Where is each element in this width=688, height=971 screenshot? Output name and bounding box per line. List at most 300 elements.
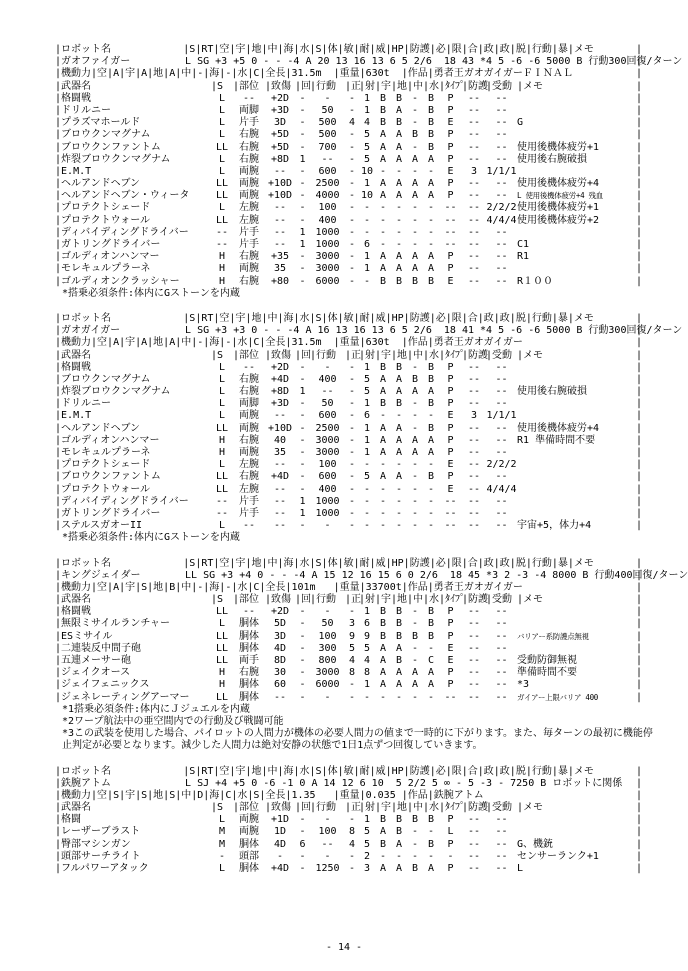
mobility-row: | 機動力|空|A|宇|S|地|B|中|-|海|-|水|C|全長|101m |重量|33700t|作品|勇者王ガオガイガー | <box>55 582 642 594</box>
robot-stats: L SJ +4 +5 0 -6 -1 0 A 14 12 6 10 5 2/2 5 ∞ - 5 -3 - 7250 B ロボットに関係 <box>185 777 623 789</box>
robot-name: ガオガイガー <box>61 325 121 337</box>
weapon-stat-cell: - <box>396 691 403 703</box>
weapon-stat-cell: 6000 <box>315 275 340 287</box>
weapon-stat-cell: - <box>299 251 306 263</box>
weapon-stat-cell: - <box>299 275 306 287</box>
weapon-stat-cell: - <box>324 361 331 373</box>
weapon-stat-cell: 2/2/2 <box>486 202 517 214</box>
weapon-row <box>55 606 642 618</box>
weapon-stat-cell: - <box>428 410 435 422</box>
weapon-stat-cell: +80 <box>271 275 290 287</box>
weapon-stat-cell: -- <box>274 520 287 532</box>
weapon-stat-cell: - <box>324 691 331 703</box>
weapon-row <box>55 435 642 447</box>
weapon-stat-cell: -- <box>468 422 481 434</box>
weapon-header-cell: |メモ <box>517 802 544 814</box>
section-spacer <box>55 753 642 766</box>
weapon-stat-cell: 1250 <box>315 863 340 874</box>
weapon-stat-cell: A <box>396 153 403 165</box>
weapon-stat-cell: -- <box>468 92 481 104</box>
weapon-stat-cell: 1000 <box>315 239 340 250</box>
weapon-stat-cell: A <box>396 471 403 483</box>
weapon-stat-cell: P <box>447 263 454 275</box>
weapon-stat-cell: B <box>396 655 403 666</box>
weapon-stat-cell: - <box>299 422 306 434</box>
weapon-stat-cell: -- <box>495 178 508 190</box>
weapon-stat-cell: A <box>396 141 403 153</box>
weapon-name-cell: | ブロウクンマグナム <box>61 129 151 141</box>
weapon-stat-cell: - <box>412 850 419 862</box>
weapon-stat-cell: 500 <box>318 117 337 129</box>
robot-data-document <box>55 44 688 888</box>
weapon-stat-cell: +35 <box>271 251 290 263</box>
weapon-name-cell: | プロテクトシェード <box>61 459 151 471</box>
weapon-stat-cell: 左腕 <box>239 459 260 471</box>
weapon-stat-cell: -- <box>468 618 481 630</box>
weapon-stat-cell: A <box>428 263 435 275</box>
weapon-stat-cell: - <box>349 679 356 691</box>
weapon-memo-cell: 使用後右腕破損 <box>517 153 588 165</box>
weapon-stat-cell: A <box>396 263 403 275</box>
weapon-stat-cell: -- <box>468 239 481 250</box>
weapon-memo-cell: C1 <box>517 239 530 250</box>
weapon-stat-cell: -- <box>495 606 508 618</box>
weapon-stat-cell: -- <box>495 104 508 116</box>
weapon-memo-cell <box>517 93 642 105</box>
weapon-stat-cell: 35 <box>274 447 287 458</box>
weapon-stat-cell: -- <box>444 691 457 703</box>
weapon-stat-cell: -- <box>495 447 508 458</box>
weapon-stat-cell: - <box>412 606 419 618</box>
weapon-stat-cell: A <box>380 153 387 165</box>
weapon-stat-cell: - <box>412 826 419 838</box>
weapon-stat-cell: 両腕 <box>239 178 260 190</box>
weapon-stat-cell: 1 <box>299 239 306 250</box>
weapon-stat-cell: -- <box>495 434 508 446</box>
weapon-row <box>55 105 642 117</box>
weapon-header-cell: |宇 <box>375 802 392 814</box>
robot-stat-row <box>55 56 683 68</box>
weapon-stat-cell: 3000 <box>315 447 340 458</box>
weapon-stat-cell: - <box>380 165 387 177</box>
weapon-stat-cell: - <box>349 226 356 238</box>
weapon-stat-cell: 4 <box>349 838 356 850</box>
robot-name: 鉄腕アトム <box>61 777 112 789</box>
weapon-stat-cell: -- <box>216 495 229 507</box>
weapon-row <box>55 459 642 471</box>
weapon-stat-cell: - <box>349 814 356 826</box>
weapon-header-cell: |部位 <box>233 594 260 606</box>
weapon-stat-cell: A <box>396 863 403 874</box>
weapon-stat-cell: -- <box>495 826 508 838</box>
weapon-stat-cell: B <box>428 814 435 826</box>
weapon-header-cell: |正 <box>345 80 362 92</box>
weapon-stat-cell: LL <box>216 655 229 666</box>
weapon-stat-cell: -- <box>495 863 508 874</box>
weapon-stat-cell: -- <box>243 520 256 532</box>
weapon-stat-cell: 4D <box>274 642 287 654</box>
weapon-stat-cell: - <box>428 850 435 862</box>
weapon-stat-cell: +1D <box>271 814 290 826</box>
weapon-stat-cell: -- <box>468 214 481 226</box>
weapon-header-cell: |S <box>211 802 224 814</box>
weapon-stat-cell: - <box>428 642 435 654</box>
weapon-stat-cell: - <box>396 239 403 250</box>
weapon-stat-cell: +2D <box>271 606 290 618</box>
weapon-stat-cell: -- <box>468 202 481 214</box>
weapon-stat-cell: B <box>396 398 403 410</box>
weapon-stat-cell: - <box>299 483 306 495</box>
weapon-stat-cell: - <box>299 104 306 116</box>
weapon-stat-cell: 5 <box>364 838 371 850</box>
robot-stat-row <box>55 325 683 337</box>
weapon-stat-cell: E <box>447 410 454 422</box>
weapon-row <box>55 251 642 263</box>
weapon-stat-cell: - <box>364 459 371 471</box>
weapon-stat-cell: P <box>447 679 454 691</box>
weapon-stat-cell: 3 <box>349 618 356 630</box>
weapon-stat-cell: - <box>299 214 306 226</box>
weapon-stat-cell: 右腕 <box>239 386 260 398</box>
weapon-stat-cell: -- <box>495 373 508 385</box>
weapon-header-cell: |回 <box>295 349 312 361</box>
weapon-stat-cell: 左腕 <box>239 483 260 495</box>
weapon-stat-cell: E <box>447 165 454 177</box>
weapon-stat-cell: - <box>412 361 419 373</box>
weapon-stat-cell: L <box>219 373 226 385</box>
weapon-stat-cell: - <box>299 202 306 214</box>
section-note: *搭乗必須条件:体内にGストーンを内蔵 <box>62 287 240 299</box>
weapon-stat-cell: A <box>412 263 419 275</box>
weapon-stat-cell: - <box>299 459 306 471</box>
weapon-stat-cell: A <box>380 447 387 458</box>
weapon-stat-cell: 4/4/4 <box>486 483 517 495</box>
weapon-stat-cell: A <box>396 679 403 691</box>
weapon-stat-cell: 右腕 <box>239 667 260 679</box>
weapon-stat-cell: 胴体 <box>239 691 260 703</box>
weapon-stat-cell: -- <box>468 361 481 373</box>
weapon-memo-cell: 受動防御無視 <box>517 655 578 666</box>
weapon-row <box>55 655 642 667</box>
weapon-row <box>55 692 642 704</box>
weapon-stat-cell: 2 <box>364 850 371 862</box>
weapon-stat-cell: - <box>299 630 306 642</box>
weapon-memo-cell <box>517 814 642 826</box>
weapon-stat-cell: +4D <box>271 373 290 385</box>
weapon-stat-cell: - <box>412 214 419 226</box>
weapon-stat-cell: - <box>412 239 419 250</box>
weapon-stat-cell: - <box>299 520 306 532</box>
weapon-stat-cell: -- <box>468 434 481 446</box>
weapon-header-cell: |メモ <box>517 80 544 92</box>
weapon-memo-cell: 準備時間不要 <box>517 667 578 679</box>
weapon-memo-cell: 使用後右腕破損 <box>517 386 588 398</box>
weapon-stat-cell: - <box>380 691 387 703</box>
weapon-stat-cell: - <box>299 178 306 190</box>
weapon-stat-cell: - <box>349 251 356 263</box>
weapon-stat-cell: - <box>277 850 284 862</box>
weapon-row <box>55 142 642 154</box>
weapon-stat-cell: - <box>299 129 306 141</box>
weapon-stat-cell: -- <box>444 226 457 238</box>
weapon-table-header-row <box>55 350 642 362</box>
weapon-stat-cell: -- <box>216 507 229 519</box>
weapon-row <box>55 190 642 202</box>
weapon-header-cell: |正 <box>345 802 362 814</box>
weapon-stat-cell: 1 <box>364 104 371 116</box>
weapon-stat-cell: 両腕 <box>239 263 260 275</box>
weapon-name-cell: | プラズマホールド <box>61 117 141 129</box>
weapon-stat-cell: 両腕 <box>239 826 260 838</box>
weapon-row <box>55 826 642 838</box>
weapon-stat-cell: LL <box>216 422 229 434</box>
weapon-memo-cell: 使用後機体疲労+4 <box>517 422 600 434</box>
weapon-stat-cell: - <box>412 202 419 214</box>
weapon-stat-cell: B <box>428 104 435 116</box>
weapon-stat-cell: E <box>447 483 454 495</box>
weapon-stat-cell: 800 <box>318 655 337 666</box>
weapon-stat-cell: A <box>428 153 435 165</box>
weapon-stat-cell: - <box>299 642 306 654</box>
weapon-header-cell: |致傷 <box>265 594 292 606</box>
weapon-header-cell: | 武器名 <box>61 349 92 361</box>
weapon-row <box>55 374 642 386</box>
weapon-name-cell: | 五連メーサー砲 <box>61 655 132 666</box>
weapon-memo-cell: R1 <box>517 251 530 263</box>
weapon-stat-cell: A <box>380 667 387 679</box>
weapon-row <box>55 667 642 679</box>
weapon-stat-cell: -- <box>495 655 508 666</box>
weapon-stat-cell: -- <box>274 165 287 177</box>
weapon-stat-cell: -- <box>495 814 508 826</box>
weapon-header-cell: |地 <box>391 594 408 606</box>
weapon-stat-cell: - <box>380 459 387 471</box>
weapon-stat-cell: A <box>396 104 403 116</box>
weapon-stat-cell: 両脚 <box>239 398 260 410</box>
weapon-stat-cell: B <box>428 117 435 129</box>
weapon-header-cell: |ﾀｲﾌﾟ <box>439 802 466 814</box>
weapon-name-cell: | ガトリングドライバー <box>61 507 161 519</box>
weapon-row <box>55 239 642 251</box>
weapon-stat-cell: 1 <box>299 495 306 507</box>
robot-table-header-row: | ロボット名 |S|RT|空|宇|地|中|海|水|S|体|敏|耐|威|HP|防護|必|限|合|政|政|脱|行動|暴|メモ | <box>55 313 642 325</box>
weapon-stat-cell: - <box>324 520 331 532</box>
weapon-memo-cell <box>517 227 642 239</box>
weapon-stat-cell: 両脚 <box>239 104 260 116</box>
weapon-stat-cell: -- <box>495 667 508 679</box>
weapon-stat-cell: L <box>447 826 454 838</box>
weapon-stat-cell: -- <box>468 178 481 190</box>
weapon-name-cell: | ディバイディングドライバー <box>61 226 189 238</box>
weapon-stat-cell: - <box>324 606 331 618</box>
weapon-stat-cell: 1 <box>364 263 371 275</box>
weapon-stat-cell: 1 <box>299 507 306 519</box>
weapon-stat-cell: B <box>380 630 387 642</box>
weapon-stat-cell: -- <box>321 153 334 165</box>
weapon-header-cell: |メモ <box>517 349 544 361</box>
weapon-stat-cell: - <box>349 410 356 422</box>
weapon-stat-cell: 両腕 <box>239 447 260 458</box>
weapon-stat-cell: 1 <box>299 386 306 398</box>
weapon-stat-cell: -- <box>495 618 508 630</box>
weapon-stat-cell: -- <box>468 679 481 691</box>
weapon-stat-cell: - <box>349 495 356 507</box>
weapon-stat-cell: B <box>380 361 387 373</box>
weapon-stat-cell: E <box>447 117 454 129</box>
weapon-stat-cell: 100 <box>318 459 337 471</box>
weapon-memo-cell <box>517 447 642 459</box>
weapon-stat-cell: - <box>349 691 356 703</box>
weapon-stat-cell: - <box>349 214 356 226</box>
weapon-stat-cell: P <box>447 129 454 141</box>
section-note: 止判定が必要となります。減少した人間力は絶対安静の状態で1日1点ずつ回復していきます。 <box>62 740 483 752</box>
weapon-stat-cell: P <box>447 618 454 630</box>
weapon-stat-cell: 3D <box>274 117 287 129</box>
weapon-row <box>55 839 642 851</box>
weapon-name-cell: | ドリルニー <box>61 104 112 116</box>
weapon-stat-cell: L <box>219 129 226 141</box>
weapon-stat-cell: A <box>412 153 419 165</box>
weapon-memo-cell <box>517 459 642 471</box>
weapon-name-cell: | 格闘 <box>61 814 82 826</box>
weapon-memo-cell <box>517 362 642 374</box>
weapon-stat-cell: 両腕 <box>239 190 260 202</box>
weapon-stat-cell: - <box>349 178 356 190</box>
weapon-header-cell: |中 <box>407 349 424 361</box>
weapon-stat-cell: 1000 <box>315 495 340 507</box>
weapon-stat-cell: - <box>380 214 387 226</box>
weapon-header-cell: |地 <box>391 80 408 92</box>
weapon-header-cell: |宇 <box>375 80 392 92</box>
weapon-stat-cell: -- <box>495 129 508 141</box>
weapon-stat-cell: - <box>428 483 435 495</box>
weapon-stat-cell: B <box>428 422 435 434</box>
weapon-stat-cell: - <box>380 226 387 238</box>
weapon-stat-cell: +5D <box>271 141 290 153</box>
weapon-stat-cell: -- <box>495 190 508 202</box>
weapon-stat-cell: -- <box>495 507 508 519</box>
weapon-stat-cell: -- <box>468 606 481 618</box>
weapon-stat-cell: - <box>299 165 306 177</box>
weapon-header-cell: |射 <box>359 349 376 361</box>
weapon-stat-cell: 400 <box>318 214 337 226</box>
weapon-stat-cell: - <box>349 190 356 202</box>
weapon-stat-cell: P <box>447 398 454 410</box>
weapon-stat-cell: 8D <box>274 655 287 666</box>
weapon-stat-cell: B <box>380 398 387 410</box>
weapon-stat-cell: 4D <box>274 838 287 850</box>
weapon-memo-cell: G、機銃 <box>517 838 554 850</box>
weapon-header-cell: |部位 <box>233 80 260 92</box>
weapon-stat-cell: A <box>380 826 387 838</box>
weapon-name-cell: | ディバイディングドライバー <box>61 495 189 507</box>
weapon-stat-cell: - <box>396 214 403 226</box>
weapon-stat-cell: A <box>380 642 387 654</box>
weapon-stat-cell: B <box>412 814 419 826</box>
weapon-memo-cell <box>517 166 642 178</box>
weapon-table-header-row <box>55 802 642 814</box>
weapon-stat-cell: P <box>447 373 454 385</box>
weapon-stat-cell: A <box>380 178 387 190</box>
weapon-stat-cell: - <box>299 667 306 679</box>
weapon-stat-cell: 8 <box>349 667 356 679</box>
weapon-stat-cell: LL <box>216 471 229 483</box>
weapon-name-cell: | 炸裂ブロウクンマグナム <box>61 153 171 165</box>
weapon-stat-cell: - <box>349 373 356 385</box>
weapon-header-cell: |射 <box>359 594 376 606</box>
weapon-stat-cell: -- <box>495 642 508 654</box>
weapon-name-cell: | ドリルニー <box>61 398 112 410</box>
weapon-stat-cell: -- <box>243 361 256 373</box>
weapon-stat-cell: L <box>219 117 226 129</box>
weapon-stat-cell: P <box>447 667 454 679</box>
weapon-stat-cell: 8 <box>349 826 356 838</box>
weapon-stat-cell: A <box>380 434 387 446</box>
weapon-stat-cell: LL <box>216 642 229 654</box>
weapon-stat-cell: 4 <box>349 655 356 666</box>
weapon-stat-cell: A <box>396 667 403 679</box>
weapon-stat-cell: H <box>219 251 226 263</box>
robot-stat-row <box>55 569 688 582</box>
weapon-stat-cell: B <box>412 630 419 642</box>
weapon-row <box>55 471 642 483</box>
weapon-stat-cell: 3000 <box>315 434 340 446</box>
weapon-stat-cell: A <box>412 447 419 458</box>
weapon-row <box>55 423 642 435</box>
weapon-stat-cell: 60 <box>274 679 287 691</box>
weapon-row <box>55 166 642 178</box>
weapon-stat-cell: - <box>349 471 356 483</box>
weapon-stat-cell: 1 <box>364 814 371 826</box>
weapon-stat-cell: 1 <box>299 226 306 238</box>
weapon-stat-cell: - <box>380 507 387 519</box>
weapon-row <box>55 496 642 508</box>
weapon-memo-cell <box>517 484 642 496</box>
weapon-stat-cell: - <box>349 239 356 250</box>
weapon-stat-cell: B <box>428 398 435 410</box>
weapon-header-cell: |行動 <box>310 594 337 606</box>
weapon-stat-cell: L <box>219 398 226 410</box>
weapon-stat-cell: - <box>349 202 356 214</box>
section-note: *3この武装を使用した場合、パイロットの人間力が機体の必要人間力の値まで一時的に下がります。また、毎ターンの最初に機能停 <box>62 728 653 740</box>
weapon-stat-cell: B <box>396 606 403 618</box>
weapon-stat-cell: A <box>380 422 387 434</box>
weapon-stat-cell: - <box>412 483 419 495</box>
section-note: *2ワープ航法中の亜空間内での行動及び戦闘可能 <box>62 715 284 727</box>
weapon-stat-cell: 胴体 <box>239 630 260 642</box>
weapon-stat-cell: - <box>428 226 435 238</box>
weapon-header-cell: |正 <box>345 349 362 361</box>
weapon-row <box>55 508 642 520</box>
weapon-stat-cell: -- <box>495 679 508 691</box>
weapon-stat-cell: - <box>412 507 419 519</box>
weapon-stat-cell: -- <box>274 507 287 519</box>
weapon-stat-cell: 右腕 <box>239 373 260 385</box>
weapon-stat-cell: - <box>428 826 435 838</box>
weapon-stat-cell: L <box>219 202 226 214</box>
weapon-stat-cell: - <box>349 434 356 446</box>
weapon-stat-cell: 両腕 <box>239 422 260 434</box>
weapon-stat-cell: A <box>396 447 403 458</box>
weapon-stat-cell: 9 <box>364 630 371 642</box>
weapon-stat-cell: -- <box>468 642 481 654</box>
weapon-stat-cell: - <box>364 202 371 214</box>
weapon-stat-cell: P <box>447 422 454 434</box>
weapon-stat-cell: B <box>396 826 403 838</box>
weapon-stat-cell: H <box>219 275 226 287</box>
weapon-stat-cell: -- <box>444 202 457 214</box>
weapon-stat-cell: 1 <box>299 153 306 165</box>
